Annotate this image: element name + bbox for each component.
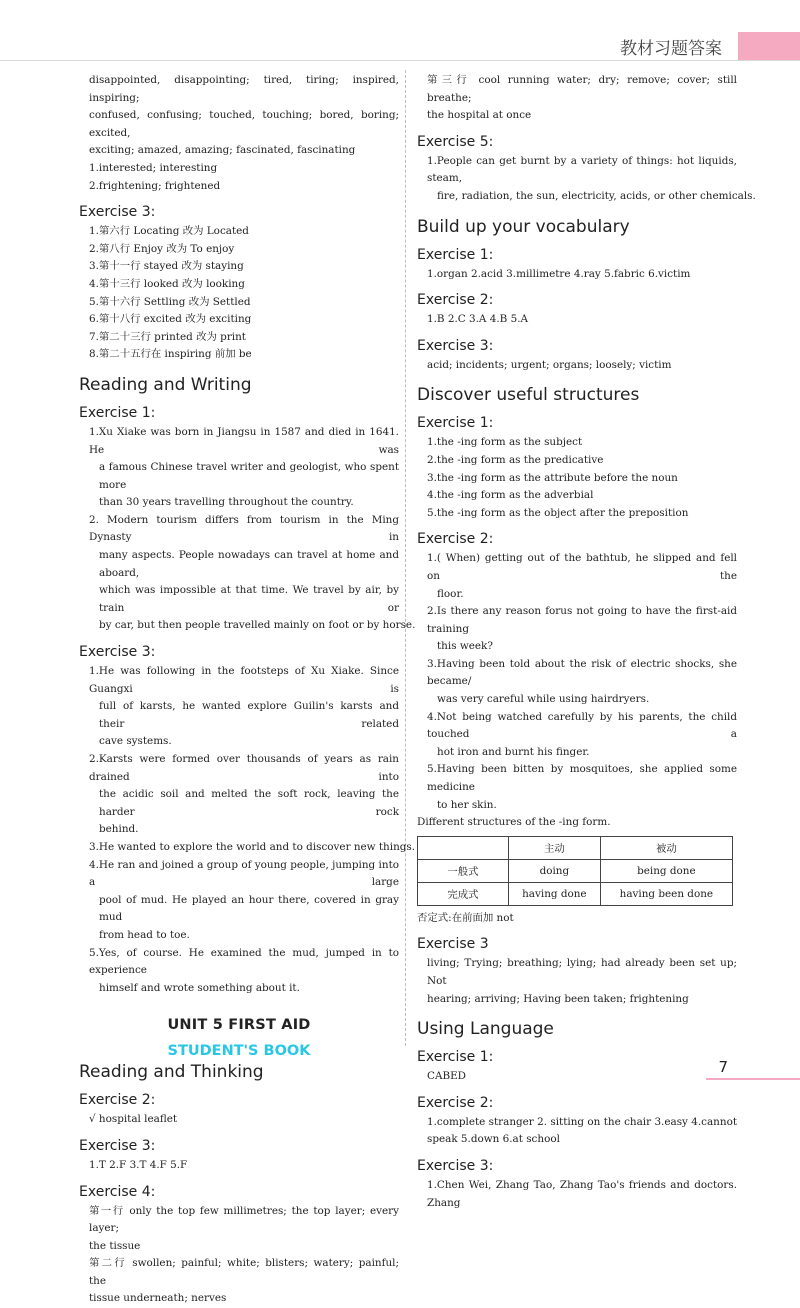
exercise-heading: Exercise 3:: [79, 204, 156, 221]
header-rule: [0, 60, 800, 61]
answer-line: the acidic soil and melted the soft rock, leaving the harder rock: [99, 788, 399, 818]
answer-line: acid; incidents; urgent; organs; loosely; victim: [427, 358, 672, 371]
footer-accent-rule: [706, 1078, 800, 1080]
answer-line: 4.第十三行 looked 改为 looking: [89, 277, 245, 290]
intro-line: exciting; amazed, amazing; fascinated, fascinating: [89, 144, 356, 157]
answer-line: 1.the -ing form as the subject: [427, 436, 583, 449]
answer-line: himself and wrote something about it.: [99, 981, 300, 994]
answer-line: 7.第二十三行 printed 改为 print: [89, 330, 246, 343]
table-cell: 完成式: [418, 882, 509, 905]
answer-line: 1.Chen Wei, Zhang Tao, Zhang Tao's friends and doctors. Zhang: [427, 1178, 737, 1209]
table-header-cell: 被动: [600, 836, 732, 859]
table-row: [418, 859, 733, 882]
exercise-heading: Exercise 2:: [417, 292, 494, 309]
answer-line: CABED: [427, 1070, 467, 1083]
unit-title: UNIT 5 FIRST AID: [167, 1017, 311, 1034]
table-header-row: [418, 836, 733, 859]
section-heading: Build up your vocabulary: [417, 216, 630, 237]
right-column: [417, 72, 756, 1212]
answer-line: 5.the -ing form as the object after the preposition: [427, 506, 689, 519]
exercise-heading: Exercise 1:: [79, 404, 156, 421]
table-caption: Different structures of the -ing form.: [417, 816, 611, 829]
table-row: [418, 882, 733, 905]
intro-line: confused, confusing; touched, touching; bored, boring; excited,: [89, 109, 399, 139]
table-cell: 一般式: [418, 859, 509, 882]
answer-line: 3.the -ing form as the attribute before the noun: [427, 471, 678, 484]
intro-line: disappointed, disappointing; tired, tiring; inspired, inspiring;: [89, 74, 399, 104]
exercise-heading: Exercise 1:: [417, 415, 494, 432]
exercise-heading: Exercise 3:: [417, 1157, 494, 1174]
exercise-heading: Exercise 3: [417, 936, 489, 953]
exercise-heading: Exercise 3:: [417, 337, 494, 354]
answer-line: 4.He ran and joined a group of young people, jumping into a large: [89, 858, 399, 889]
table-cell: having done: [509, 882, 601, 905]
section-heading: Reading and Thinking: [79, 1062, 264, 1083]
answer-line: hot iron and burnt his finger.: [437, 745, 590, 758]
answer-line: 5.Yes, of course. He examined the mud, jumped in to experience: [89, 946, 399, 977]
answer-line: 1.He was following in the footsteps of Xu Xiake. Since Guangxi is: [89, 665, 399, 695]
answer-line: √ hospital leaflet: [89, 1113, 178, 1126]
answer-line: 1.B 2.C 3.A 4.B 5.A: [427, 313, 529, 326]
students-book-heading: STUDENT'S BOOK: [167, 1043, 311, 1060]
answer-line: 5.第十六行 Settling 改为 Settled: [89, 295, 251, 308]
answer-line: 2.第八行 Enjoy 改为 To enjoy: [89, 242, 235, 255]
answer-line: 第一行 only the top few millimetres; the top layer; every layer;: [89, 1204, 399, 1235]
answer-line: 4.the -ing form as the adverbial: [427, 489, 594, 502]
answer-line: which was impossible at that time. We travel by air, by train or: [99, 584, 399, 614]
answer-line: 第二行 swollen; painful; white; blisters; watery; painful; the: [89, 1257, 399, 1287]
answer-line: the tissue: [89, 1239, 141, 1252]
section-heading: Using Language: [417, 1019, 554, 1040]
answer-line: cave systems.: [99, 735, 172, 748]
answer-line: 2.Karsts were formed over thousands of years as rain drained into: [89, 753, 399, 783]
intro-line: 1.interested; interesting: [89, 161, 218, 174]
answer-line: 1.Xu Xiake was born in Jiangsu in 1587 and died in 1641. He was: [89, 425, 399, 456]
answer-line: many aspects. People nowadays can travel at home and aboard,: [99, 549, 399, 579]
answer-line: living; Trying; breathing; lying; had already been set up; Not: [427, 957, 737, 987]
exercise-heading: Exercise 2:: [417, 1094, 494, 1111]
answer-line: 2.the -ing form as the predicative: [427, 453, 604, 466]
answer-line: 1.( When) getting out of the bathtub, he slipped and fell on the: [427, 552, 737, 582]
answer-line: pool of mud. He played an hour there, covered in gray mud: [99, 893, 399, 924]
answer-line: 6.第十八行 excited 改为 exciting: [89, 313, 252, 326]
exercise-heading: Exercise 4:: [79, 1183, 156, 1200]
answer-line: full of karsts, he wanted explore Guilin's karsts and their related: [99, 700, 399, 730]
answer-line: 1.People can get burnt by a variety of things: hot liquids, steam,: [427, 154, 737, 185]
intro-line: 2.frightening; frightened: [89, 179, 221, 192]
header-title: 教材习题答案: [620, 39, 722, 59]
answer-line: this week?: [437, 640, 493, 653]
section-heading: Discover useful structures: [417, 385, 640, 406]
page-number: 7: [718, 1058, 728, 1076]
answer-line: tissue underneath; nerves: [89, 1292, 227, 1305]
answer-line: hearing; arriving; Having been taken; frightening: [427, 992, 689, 1005]
answer-line: speak 5.down 6.at school: [427, 1133, 560, 1146]
table-cell: doing: [509, 859, 601, 882]
answer-line: 第三行 cool running water; dry; remove; cover; still breathe;: [427, 74, 737, 104]
answer-line: 1.complete stranger 2. sitting on the chair 3.easy 4.cannot: [427, 1115, 737, 1128]
answer-line: fire, radiation, the sun, electricity, acids, or other chemicals.: [437, 189, 756, 202]
answer-line: 1.第六行 Locating 改为 Located: [89, 225, 249, 238]
exercise-heading: Exercise 5:: [417, 133, 494, 150]
answer-line: a famous Chinese travel writer and geologist, who spent more: [99, 461, 399, 491]
exercise-heading: Exercise 2:: [79, 1092, 156, 1109]
answer-line: to her skin.: [437, 798, 497, 811]
exercise-heading: Exercise 2:: [417, 531, 494, 548]
answer-line: behind.: [99, 823, 139, 836]
answer-line: 3.Having been told about the risk of electric shocks, she became/: [427, 657, 737, 688]
answer-line: 3.He wanted to explore the world and to discover new things.: [89, 840, 416, 853]
answer-line: 3.第十一行 stayed 改为 staying: [89, 260, 244, 273]
answer-line: 1.T 2.F 3.T 4.F 5.F: [89, 1158, 188, 1171]
answer-line: 2.Is there any reason forus not going to have the first-aid training: [427, 605, 737, 635]
exercise-heading: Exercise 1:: [417, 1049, 494, 1066]
answer-line: 1.organ 2.acid 3.millimetre 4.ray 5.fabric 6.victim: [427, 267, 691, 280]
answer-line: 2. Modern tourism differs from tourism in the Ming Dynasty in: [89, 513, 399, 544]
table-cell: being done: [600, 859, 732, 882]
exercise-heading: Exercise 3:: [79, 644, 156, 661]
table-header-cell: 主动: [509, 836, 601, 859]
exercise-heading: Exercise 3:: [79, 1137, 156, 1154]
answer-line: 5.Having been bitten by mosquitoes, she applied some medicine: [427, 763, 737, 794]
answer-line: floor.: [437, 587, 464, 600]
table-header-cell: [418, 836, 509, 859]
answer-line: than 30 years travelling throughout the country.: [99, 496, 354, 509]
answer-line: by car, but then people travelled mainly on foot or by horse.: [99, 619, 416, 632]
answer-line: was very careful while using hairdryers.: [437, 693, 650, 706]
column-divider: [405, 70, 406, 1046]
answer-line: the hospital at once: [427, 109, 532, 122]
answer-line: 4.Not being watched carefully by his parents, the child touched a: [427, 710, 737, 741]
table-cell: having been done: [600, 882, 732, 905]
ing-forms-table: [417, 836, 733, 906]
section-heading: Reading and Writing: [79, 374, 252, 395]
answer-line: 8.第二十五行在 inspiring 前加 be: [89, 348, 252, 361]
exercise-heading: Exercise 1:: [417, 246, 494, 263]
negation-note: 否定式:在前面加 not: [417, 911, 514, 924]
page-header: [0, 32, 800, 62]
header-accent-bar: [738, 32, 800, 60]
answer-line: from head to toe.: [99, 928, 190, 941]
